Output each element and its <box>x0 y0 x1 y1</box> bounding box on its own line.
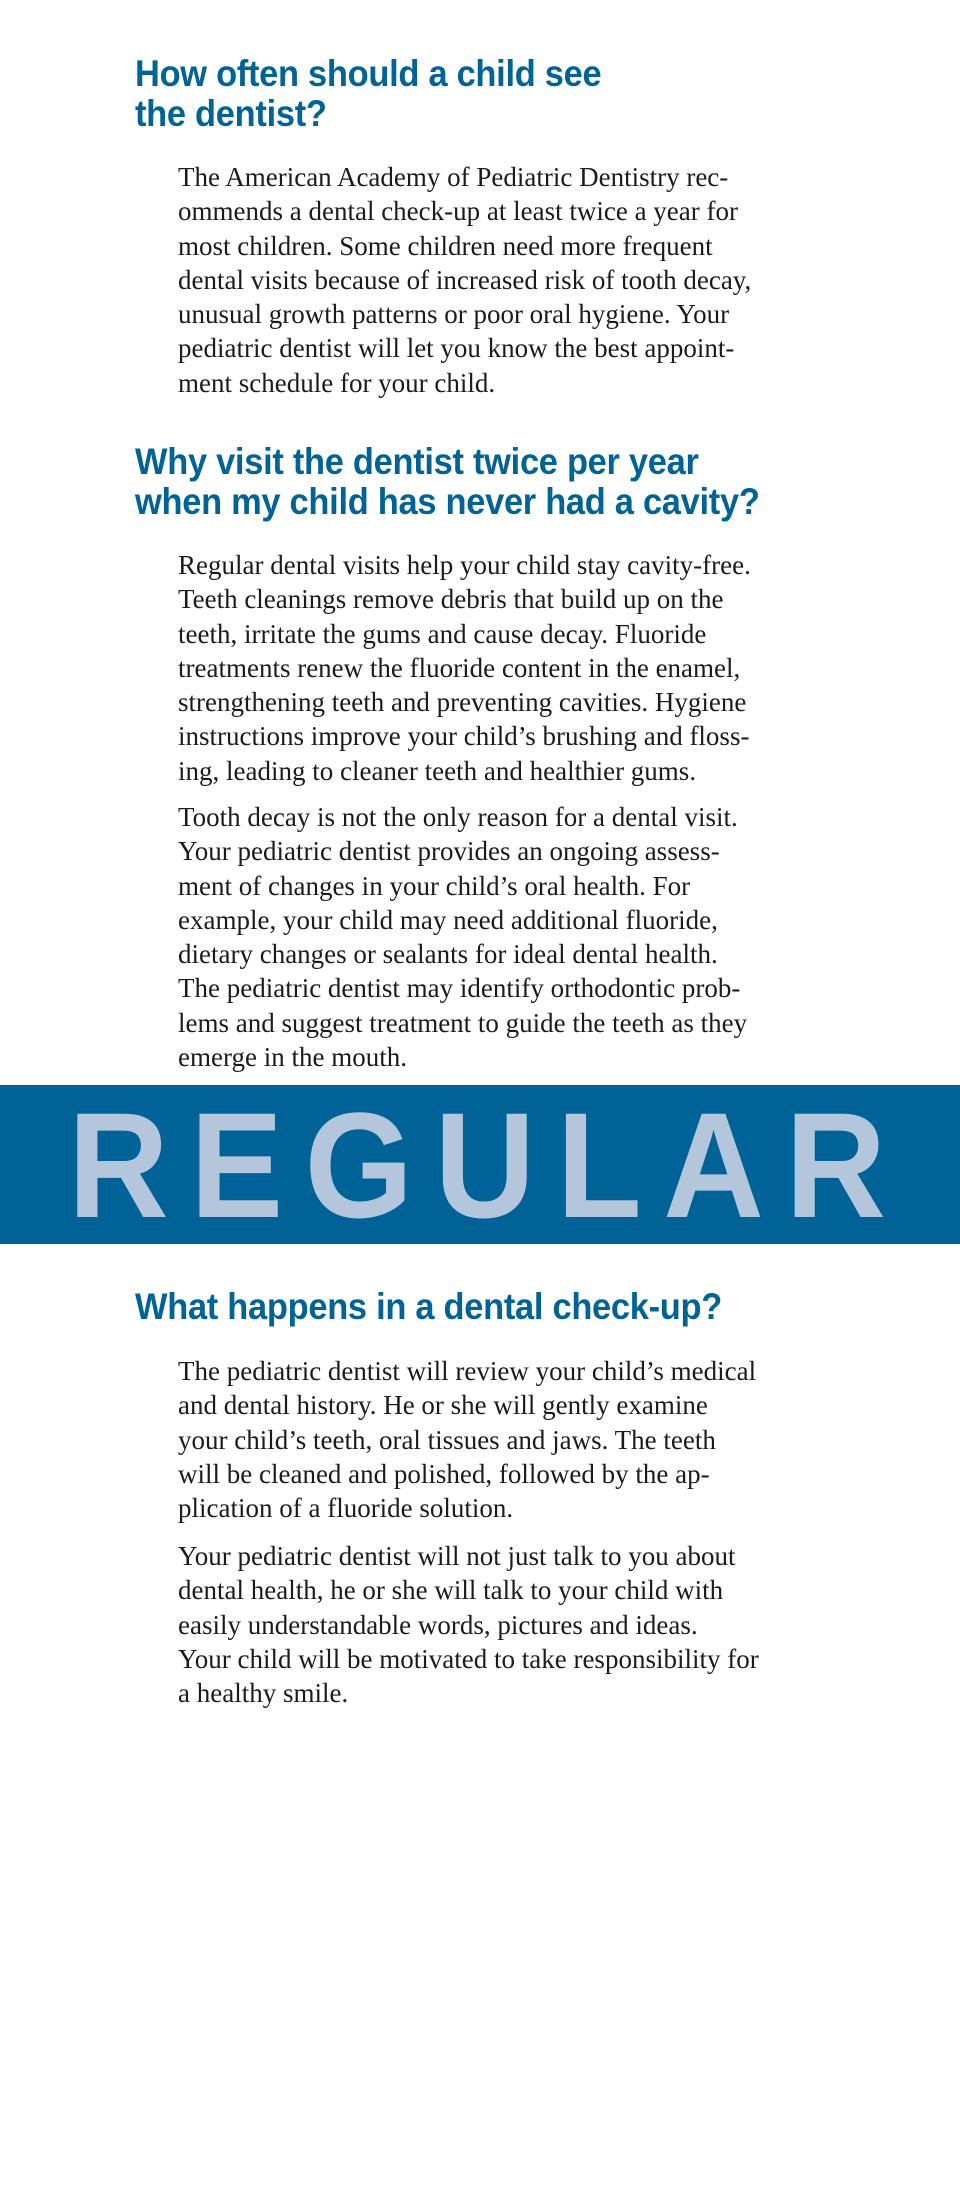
text-line: plication of a fluoride solution. <box>178 1493 514 1524</box>
text-line: The American Academy of Pediatric Dentistry rec- <box>178 162 729 192</box>
text-line: Regular dental visits help your child stay cavity-free. <box>178 550 751 580</box>
regular-banner <box>0 1085 960 1244</box>
section-heading-dental-checkup <box>135 1287 722 1327</box>
paragraph-talk-to-child <box>178 1539 759 1710</box>
text-line: Your pediatric dentist will not just talk to you about <box>178 1541 736 1571</box>
heading-line: when my child has never had a cavity? <box>135 481 760 522</box>
text-line: dental health, he or she will talk to your child with <box>178 1575 724 1606</box>
text-line: easily understandable words, pictures and ideas. <box>178 1609 698 1640</box>
text-line: emerge in the mouth. <box>178 1042 407 1073</box>
text-line: The pediatric dentist will review your child’s medical <box>178 1356 757 1386</box>
text-line: and dental history. He or she will gently examine <box>178 1390 708 1421</box>
paragraph-cavity-free <box>178 548 751 788</box>
text-line: most children. Some children need more frequent <box>178 230 713 261</box>
text-line: teeth, irritate the gums and cause decay. Fluoride <box>178 618 707 649</box>
paragraph-checkup-procedure <box>178 1354 756 1525</box>
section-heading-twice-per-year <box>135 442 760 522</box>
text-line: Teeth cleanings remove debris that build up on the <box>178 584 724 615</box>
heading-line: the dentist? <box>135 93 327 134</box>
text-line: Your child will be motivated to take responsibility for <box>178 1643 759 1674</box>
heading-line: How often should a child see <box>135 53 602 94</box>
text-line: ommends a dental check-up at least twice a year for <box>178 196 738 227</box>
text-line: example, your child may need additional fluoride, <box>178 904 718 935</box>
text-line: a healthy smile. <box>178 1678 349 1709</box>
text-line: will be cleaned and polished, followed by the ap- <box>178 1458 710 1489</box>
section-heading-checkup-frequency <box>135 54 601 134</box>
text-line: dietary changes or sealants for ideal dental health. <box>178 939 718 970</box>
text-line: The pediatric dentist may identify orthodontic prob- <box>178 973 741 1004</box>
heading-line: What happens in a dental check-up? <box>135 1286 723 1327</box>
text-line: strengthening teeth and preventing cavities. Hygiene <box>178 687 747 718</box>
paragraph-oral-health-assessment <box>178 800 747 1074</box>
text-line: your child’s teeth, oral tissues and jaws. The teeth <box>178 1424 716 1455</box>
text-line: pediatric dentist will let you know the best appoint- <box>178 333 735 364</box>
banner-word: REGULAR <box>68 1085 908 1244</box>
text-line: ing, leading to cleaner teeth and healthier gums. <box>178 755 697 786</box>
text-line: instructions improve your child’s brushing and floss- <box>178 721 750 752</box>
text-line: ment schedule for your child. <box>178 367 496 398</box>
text-line: Tooth decay is not the only reason for a dental visit. <box>178 802 738 832</box>
text-line: dental visits because of increased risk of tooth decay, <box>178 264 752 295</box>
text-line: ment of changes in your child’s oral health. For <box>178 870 691 901</box>
text-line: unusual growth patterns or poor oral hygiene. Your <box>178 299 730 330</box>
heading-line: Why visit the dentist twice per year <box>135 441 699 482</box>
text-line: treatments renew the fluoride content in the enamel, <box>178 652 741 683</box>
text-line: Your pediatric dentist provides an ongoing assess- <box>178 836 720 867</box>
paragraph-checkup-frequency <box>178 160 751 400</box>
text-line: lems and suggest treatment to guide the teeth as they <box>178 1007 748 1038</box>
